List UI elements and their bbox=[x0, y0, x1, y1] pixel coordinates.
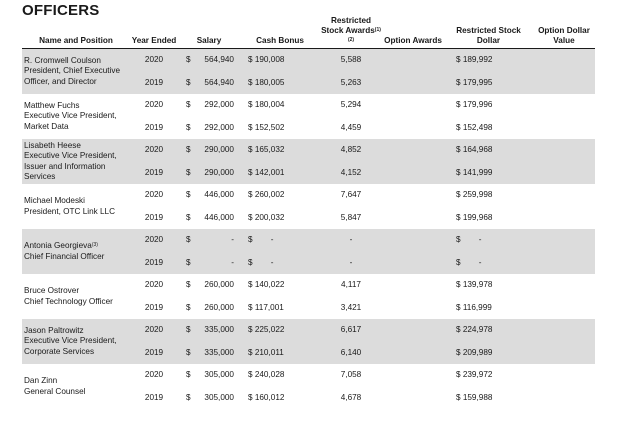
header-option-dollar-value: Option Dollar Value bbox=[533, 16, 595, 49]
officer-name: Antonia Georgieva bbox=[24, 241, 92, 250]
cell-restricted-stock-awards: 6,617 bbox=[320, 319, 382, 342]
cell-restricted-stock-dollar: $ 199,968 bbox=[456, 212, 493, 222]
cell-salary-currency: $ bbox=[186, 212, 191, 222]
cell-option-awards bbox=[382, 252, 444, 275]
cell-cash-bonus bbox=[240, 252, 320, 275]
table-row bbox=[22, 364, 595, 387]
cell-restricted-stock-dollar: $ 224,978 bbox=[444, 319, 533, 342]
cell-option-awards bbox=[382, 139, 444, 162]
cell-option-awards bbox=[382, 229, 444, 252]
cell-year: 2019 bbox=[144, 302, 164, 312]
cell-restricted-stock-awards: - bbox=[320, 229, 382, 252]
cell-cash-bonus-value: $ - bbox=[248, 257, 274, 267]
cell-cash-bonus-value: $ 117,001 bbox=[248, 302, 284, 312]
officer-position: General Counsel bbox=[24, 386, 86, 396]
cell-restricted-stock-awards: 3,421 bbox=[340, 302, 362, 312]
cell-cash-bonus-value: $ 225,022 bbox=[248, 325, 285, 335]
cell-cash-bonus bbox=[240, 364, 320, 387]
cell-salary: 260,000 bbox=[204, 302, 234, 312]
table-row bbox=[22, 139, 595, 162]
cell-year: 2019 bbox=[130, 72, 178, 95]
header-row bbox=[22, 16, 595, 49]
cell-option-dollar-value bbox=[533, 94, 595, 117]
officer-name-position bbox=[22, 364, 130, 409]
cell-year: 2020 bbox=[130, 49, 178, 72]
cell-salary: 446,000 bbox=[204, 212, 234, 222]
cell-cash-bonus bbox=[240, 207, 320, 230]
cell-option-dollar-value bbox=[533, 364, 595, 387]
table-row bbox=[22, 229, 595, 252]
cell-cash-bonus bbox=[240, 342, 320, 365]
cell-restricted-stock-dollar: $ 259,998 bbox=[456, 190, 493, 200]
officer-position: Chief Financial Officer bbox=[24, 251, 105, 261]
cell-option-dollar-value bbox=[533, 49, 595, 72]
cell-year: 2019 bbox=[144, 122, 164, 132]
cell-cash-bonus-value: $ 190,008 bbox=[248, 55, 285, 65]
officer-name: Lisabeth Heese bbox=[24, 140, 81, 150]
cell-year: 2020 bbox=[144, 100, 164, 110]
cell-salary-currency: $ bbox=[186, 370, 191, 380]
cell-cash-bonus-value: $ 240,028 bbox=[248, 370, 285, 380]
cell-restricted-stock-awards: 6,140 bbox=[320, 342, 382, 365]
cell-option-dollar-value bbox=[533, 184, 595, 207]
header-option-awards: Option Awards bbox=[382, 16, 444, 49]
cell-salary: 305,000 bbox=[204, 370, 234, 380]
cell-cash-bonus bbox=[240, 184, 320, 207]
officer-name: Matthew Fuchs bbox=[24, 100, 80, 110]
cell-salary-currency: $ bbox=[178, 139, 192, 162]
cell-restricted-stock-awards: 5,294 bbox=[340, 100, 362, 110]
header-restricted-stock-dollar: Restricted Stock Dollar bbox=[444, 16, 533, 49]
cell-restricted-stock-awards: 5,588 bbox=[320, 49, 382, 72]
cell-salary-currency: $ bbox=[186, 302, 191, 312]
officer-name-position bbox=[22, 94, 130, 139]
cell-option-awards bbox=[382, 364, 444, 387]
officer-position: Executive Vice President, Market Data bbox=[24, 111, 117, 131]
cell-cash-bonus bbox=[240, 387, 320, 410]
cell-year: 2019 bbox=[130, 162, 178, 185]
cell-year: 2020 bbox=[144, 190, 164, 200]
cell-restricted-stock-dollar: $ 139,978 bbox=[456, 280, 493, 290]
cell-option-dollar-value bbox=[533, 387, 595, 410]
cell-cash-bonus-value: $ 210,011 bbox=[248, 347, 284, 357]
header-restricted-stock-awards bbox=[320, 16, 382, 49]
officer-name-footnote: (3) bbox=[91, 242, 98, 248]
cell-cash-bonus-value: $ 260,002 bbox=[248, 190, 285, 200]
cell-year: 2020 bbox=[144, 280, 164, 290]
cell-cash-bonus-value: $ 160,012 bbox=[248, 392, 285, 402]
header-restricted-stock-awards-label: Restricted Stock Awards bbox=[321, 16, 375, 35]
officers-compensation-table bbox=[22, 16, 595, 409]
cell-salary-currency: $ bbox=[186, 190, 191, 200]
cell-salary: 335,000 bbox=[192, 319, 240, 342]
header-salary: Salary bbox=[178, 16, 240, 49]
cell-option-dollar-value bbox=[533, 139, 595, 162]
officer-name-position bbox=[22, 49, 130, 95]
cell-cash-bonus-value: $ 152,502 bbox=[248, 122, 285, 132]
cell-option-awards bbox=[382, 274, 444, 297]
officer-position: Chief Technology Officer bbox=[24, 296, 113, 306]
header-restricted-stock-footnote: (1)(2) bbox=[347, 27, 381, 43]
officer-name-position bbox=[22, 184, 130, 229]
officer-position: President, Chief Executive Officer, and Director bbox=[24, 66, 121, 86]
cell-option-dollar-value bbox=[533, 72, 595, 95]
cell-cash-bonus-value: $ 200,032 bbox=[248, 212, 285, 222]
cell-restricted-stock-dollar: $ 116,999 bbox=[456, 302, 492, 312]
cell-restricted-stock-awards: 4,852 bbox=[320, 139, 382, 162]
cell-option-awards bbox=[382, 117, 444, 140]
cell-restricted-stock-dollar: $ 179,996 bbox=[456, 100, 493, 110]
cell-option-dollar-value bbox=[533, 274, 595, 297]
cell-cash-bonus bbox=[240, 319, 320, 342]
cell-option-dollar-value bbox=[533, 162, 595, 185]
cell-restricted-stock-awards: 5,263 bbox=[320, 72, 382, 95]
cell-restricted-stock-dollar: $ - bbox=[444, 252, 533, 275]
cell-restricted-stock-awards: 4,459 bbox=[340, 122, 362, 132]
header-name-position: Name and Position bbox=[22, 16, 130, 49]
table-row bbox=[22, 49, 595, 72]
cell-salary: 290,000 bbox=[192, 162, 240, 185]
page-title: OFFICERS bbox=[22, 2, 100, 19]
cell-option-awards bbox=[382, 297, 444, 320]
cell-salary-currency: $ bbox=[178, 252, 192, 275]
cell-cash-bonus bbox=[240, 49, 320, 72]
cell-option-dollar-value bbox=[533, 229, 595, 252]
cell-option-awards bbox=[382, 72, 444, 95]
cell-cash-bonus-value: $ 180,004 bbox=[248, 100, 285, 110]
cell-cash-bonus bbox=[240, 162, 320, 185]
cell-option-awards bbox=[382, 207, 444, 230]
cell-restricted-stock-dollar: $ 189,992 bbox=[444, 49, 533, 72]
cell-option-dollar-value bbox=[533, 297, 595, 320]
cell-salary-currency: $ bbox=[178, 229, 192, 252]
officer-name: R. Cromwell Coulson bbox=[24, 55, 101, 65]
cell-restricted-stock-dollar: $ 179,995 bbox=[444, 72, 533, 95]
cell-cash-bonus bbox=[240, 117, 320, 140]
cell-salary: 564,940 bbox=[192, 72, 240, 95]
cell-year: 2020 bbox=[130, 319, 178, 342]
cell-salary: 564,940 bbox=[192, 49, 240, 72]
officer-name: Bruce Ostrover bbox=[24, 286, 80, 295]
officer-name: Jason Paltrowitz bbox=[24, 325, 84, 335]
cell-cash-bonus-value: $ 180,005 bbox=[248, 77, 285, 87]
cell-salary-currency: $ bbox=[186, 122, 191, 132]
table-row bbox=[22, 184, 595, 207]
cell-salary: 335,000 bbox=[192, 342, 240, 365]
cell-salary: 290,000 bbox=[192, 139, 240, 162]
officer-name-position bbox=[22, 139, 130, 184]
officer-position: President, OTC Link LLC bbox=[24, 206, 116, 216]
cell-cash-bonus-value: $ - bbox=[248, 235, 274, 245]
officer-name: Michael Modeski bbox=[24, 196, 85, 205]
cell-salary: 292,000 bbox=[204, 100, 234, 110]
cell-salary: - bbox=[192, 252, 240, 275]
cell-restricted-stock-awards: 5,847 bbox=[340, 212, 362, 222]
table-row bbox=[22, 94, 595, 117]
cell-option-awards bbox=[382, 49, 444, 72]
cell-year: 2019 bbox=[130, 342, 178, 365]
cell-salary: - bbox=[192, 229, 240, 252]
table-body bbox=[22, 49, 595, 410]
officer-name-position bbox=[22, 274, 130, 319]
cell-year: 2019 bbox=[144, 392, 164, 402]
cell-cash-bonus bbox=[240, 94, 320, 117]
cell-option-awards bbox=[382, 184, 444, 207]
cell-cash-bonus bbox=[240, 139, 320, 162]
officer-position: Executive Vice President, Issuer and Information Services bbox=[24, 151, 117, 181]
cell-option-dollar-value bbox=[533, 207, 595, 230]
cell-year: 2020 bbox=[144, 370, 164, 380]
table-row bbox=[22, 319, 595, 342]
cell-salary-currency: $ bbox=[186, 100, 191, 110]
cell-cash-bonus bbox=[240, 72, 320, 95]
header-cash-bonus: Cash Bonus bbox=[240, 16, 320, 49]
cell-year: 2019 bbox=[144, 212, 164, 222]
cell-restricted-stock-awards: 4,678 bbox=[340, 392, 362, 402]
cell-year: 2020 bbox=[130, 139, 178, 162]
cell-option-dollar-value bbox=[533, 342, 595, 365]
header-year-ended: Year Ended bbox=[130, 16, 178, 49]
cell-option-awards bbox=[382, 387, 444, 410]
cell-restricted-stock-dollar: $ 141,999 bbox=[444, 162, 533, 185]
cell-option-awards bbox=[382, 162, 444, 185]
cell-option-dollar-value bbox=[533, 117, 595, 140]
cell-salary-currency: $ bbox=[186, 392, 191, 402]
cell-cash-bonus bbox=[240, 297, 320, 320]
officer-position: Executive Vice President, Corporate Services bbox=[24, 336, 117, 356]
officer-name-position bbox=[22, 319, 130, 364]
cell-salary-currency: $ bbox=[178, 319, 192, 342]
cell-salary: 305,000 bbox=[204, 392, 234, 402]
cell-option-dollar-value bbox=[533, 319, 595, 342]
cell-option-awards bbox=[382, 319, 444, 342]
cell-year: 2019 bbox=[130, 252, 178, 275]
cell-option-dollar-value bbox=[533, 252, 595, 275]
cell-cash-bonus bbox=[240, 229, 320, 252]
cell-restricted-stock-awards: 7,058 bbox=[340, 370, 362, 380]
cell-year: 2020 bbox=[130, 229, 178, 252]
cell-restricted-stock-awards: - bbox=[320, 252, 382, 275]
cell-salary-currency: $ bbox=[178, 49, 192, 72]
officer-name-position bbox=[22, 229, 130, 274]
cell-restricted-stock-awards: 7,647 bbox=[340, 190, 362, 200]
cell-restricted-stock-dollar: $ 239,972 bbox=[456, 370, 493, 380]
cell-cash-bonus-value: $ 142,001 bbox=[248, 167, 285, 177]
cell-restricted-stock-dollar: $ 164,968 bbox=[444, 139, 533, 162]
cell-cash-bonus-value: $ 140,022 bbox=[248, 280, 285, 290]
cell-restricted-stock-awards: 4,117 bbox=[341, 280, 361, 290]
cell-restricted-stock-dollar: $ 209,989 bbox=[444, 342, 533, 365]
cell-restricted-stock-dollar: $ 159,988 bbox=[456, 392, 493, 402]
cell-option-awards bbox=[382, 342, 444, 365]
cell-salary-currency: $ bbox=[186, 280, 191, 290]
cell-cash-bonus-value: $ 165,032 bbox=[248, 145, 285, 155]
cell-restricted-stock-awards: 4,152 bbox=[320, 162, 382, 185]
cell-salary: 292,000 bbox=[204, 122, 234, 132]
cell-restricted-stock-dollar: $ - bbox=[444, 229, 533, 252]
table-row bbox=[22, 274, 595, 297]
cell-cash-bonus bbox=[240, 274, 320, 297]
cell-salary-currency: $ bbox=[178, 342, 192, 365]
cell-salary: 446,000 bbox=[204, 190, 234, 200]
cell-salary-currency: $ bbox=[178, 72, 192, 95]
cell-salary-currency: $ bbox=[178, 162, 192, 185]
cell-option-awards bbox=[382, 94, 444, 117]
cell-restricted-stock-dollar: $ 152,498 bbox=[456, 122, 493, 132]
officer-name: Dan Zinn bbox=[24, 376, 58, 385]
cell-salary: 260,000 bbox=[204, 280, 234, 290]
